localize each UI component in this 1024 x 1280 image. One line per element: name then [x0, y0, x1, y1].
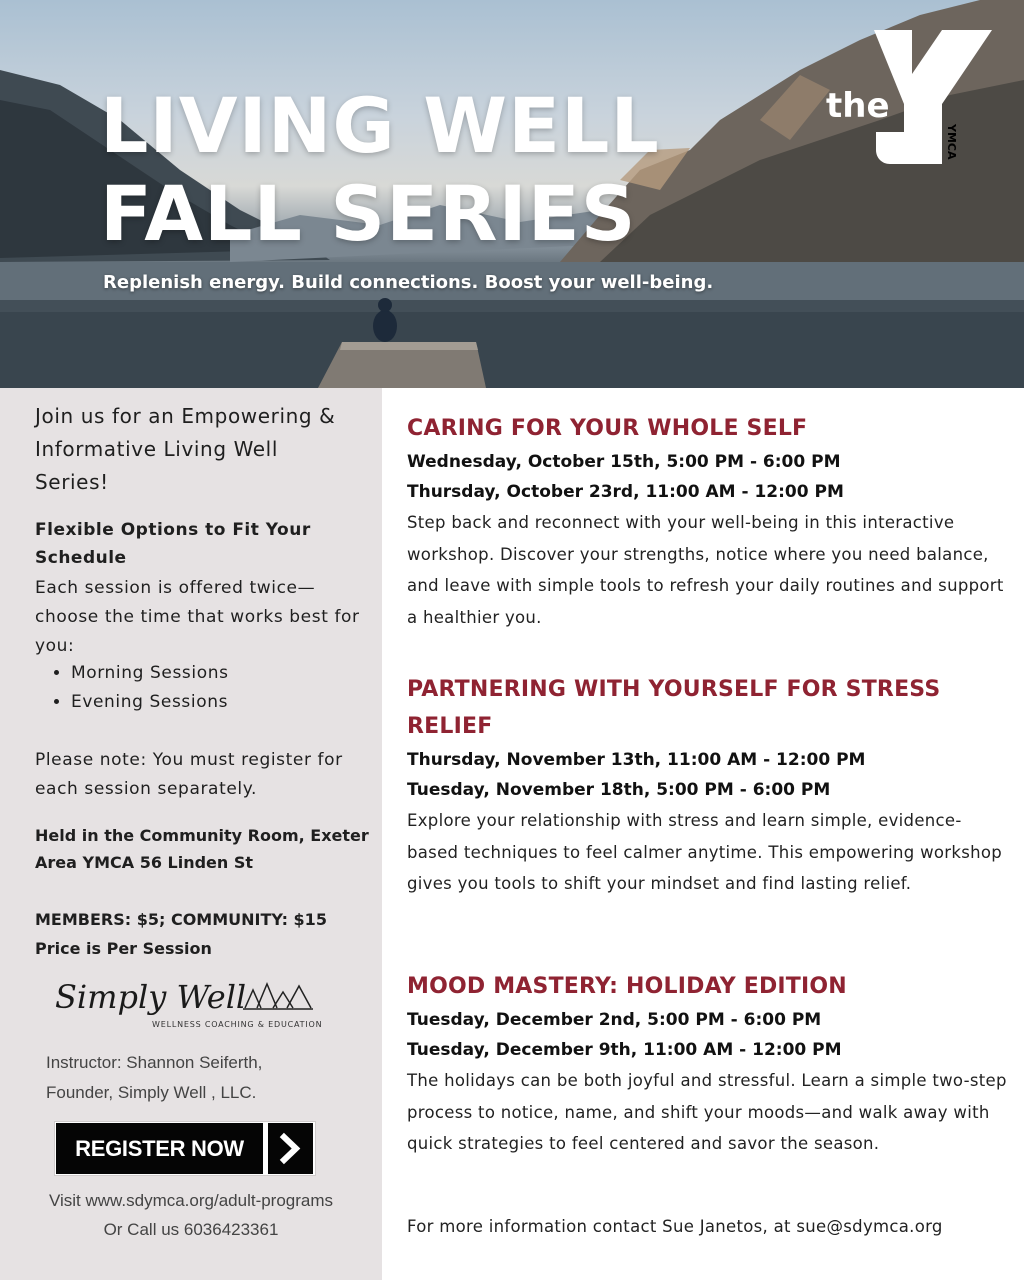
hero-banner [0, 0, 1024, 388]
list-item: • Evening Sessions [71, 688, 229, 717]
session-title: MOOD MASTERY: HOLIDAY EDITION [407, 974, 847, 999]
register-now-button[interactable] [54, 1121, 316, 1176]
session-date: Tuesday, December 2nd, 5:00 PM - 6:00 PM [407, 1010, 822, 1030]
instructor-text [46, 1048, 366, 1108]
flexible-options-heading: Flexible Options to Fit Your Schedule [35, 520, 311, 568]
session-date: Thursday, November 13th, 11:00 AM - 12:00 PM [407, 750, 866, 770]
instructor-line1: Instructor: Shannon Seiferth, [46, 1053, 263, 1072]
price-line1: MEMBERS: $5; COMMUNITY: $15 [35, 910, 327, 929]
register-now-label: REGISTER NOW [56, 1123, 263, 1174]
location-text: Held in the Community Room, Exeter Area YMCA 56 Linden St [35, 826, 369, 872]
session-date: Thursday, October 23rd, 11:00 AM - 12:00 PM [407, 482, 844, 502]
logo-ymca-text: YMCA [945, 124, 958, 160]
price-line2: Price is Per Session [35, 939, 212, 958]
list-item: • Morning Sessions [71, 659, 229, 688]
intro-text: Join us for an Empowering & Informative Living Well Series! [35, 404, 336, 494]
ymca-logo [820, 24, 1000, 169]
session-mood-mastery [407, 968, 1007, 1160]
session-caring-whole-self [407, 410, 1007, 633]
session-options-list [35, 659, 229, 717]
simply-well-name: Simply Well [55, 978, 247, 1016]
registration-note: Please note: You must register for each session separately. [35, 750, 343, 799]
chevron-right-icon [268, 1123, 313, 1174]
session-description: Step back and reconnect with your well-being in this interactive workshop. Discover your strengths, notice where you need balance, and leave with simple tools to refresh your daily routines and support a healthier you. [407, 513, 1004, 627]
contact-text: For more information contact Sue Janetos, at sue@sdymca.org [407, 1217, 943, 1236]
flexible-options-text: Each session is offered twice—choose the time that works best for you: [35, 578, 360, 656]
session-description: Explore your relationship with stress and learn simple, evidence-based techniques to feel calmer anytime. This empowering workshop gives you tools to shift your mindset and find lasting relief. [407, 811, 1003, 893]
hero-title-line2: FALL SERIES [100, 169, 637, 258]
price-text [35, 905, 375, 963]
simply-well-logo [55, 978, 325, 1033]
hero-title [100, 82, 660, 258]
session-date: Tuesday, November 18th, 5:00 PM - 6:00 PM [407, 780, 831, 800]
mountain-trees-icon [243, 980, 313, 1010]
session-date: Tuesday, December 9th, 11:00 AM - 12:00 PM [407, 1040, 842, 1060]
visit-text [0, 1186, 382, 1244]
hero-title-line1: LIVING WELL [100, 81, 660, 170]
simply-well-subtitle: WELLNESS COACHING & EDUCATION [152, 1020, 323, 1029]
phone-text: Or Call us 6036423361 [103, 1220, 279, 1239]
logo-the-text: the [826, 86, 890, 126]
instructor-line2: Founder, Simply Well , LLC. [46, 1083, 257, 1102]
visit-link[interactable]: Visit www.sdymca.org/adult-programs [48, 1191, 334, 1210]
session-date: Wednesday, October 15th, 5:00 PM - 6:00 PM [407, 452, 841, 472]
hero-tagline: Replenish energy. Build connections. Boost your well-being. [103, 272, 714, 293]
session-title: PARTNERING WITH YOURSELF FOR STRESS RELIEF [407, 677, 941, 739]
left-panel [0, 388, 382, 1280]
session-stress-relief [407, 671, 1007, 900]
session-description: The holidays can be both joyful and stressful. Learn a simple two-step process to notice, name, and shift your moods—and walk away with quick strategies to feel centered and savor the season. [407, 1071, 1007, 1153]
session-title: CARING FOR YOUR WHOLE SELF [407, 416, 808, 441]
right-panel [382, 388, 1024, 1280]
